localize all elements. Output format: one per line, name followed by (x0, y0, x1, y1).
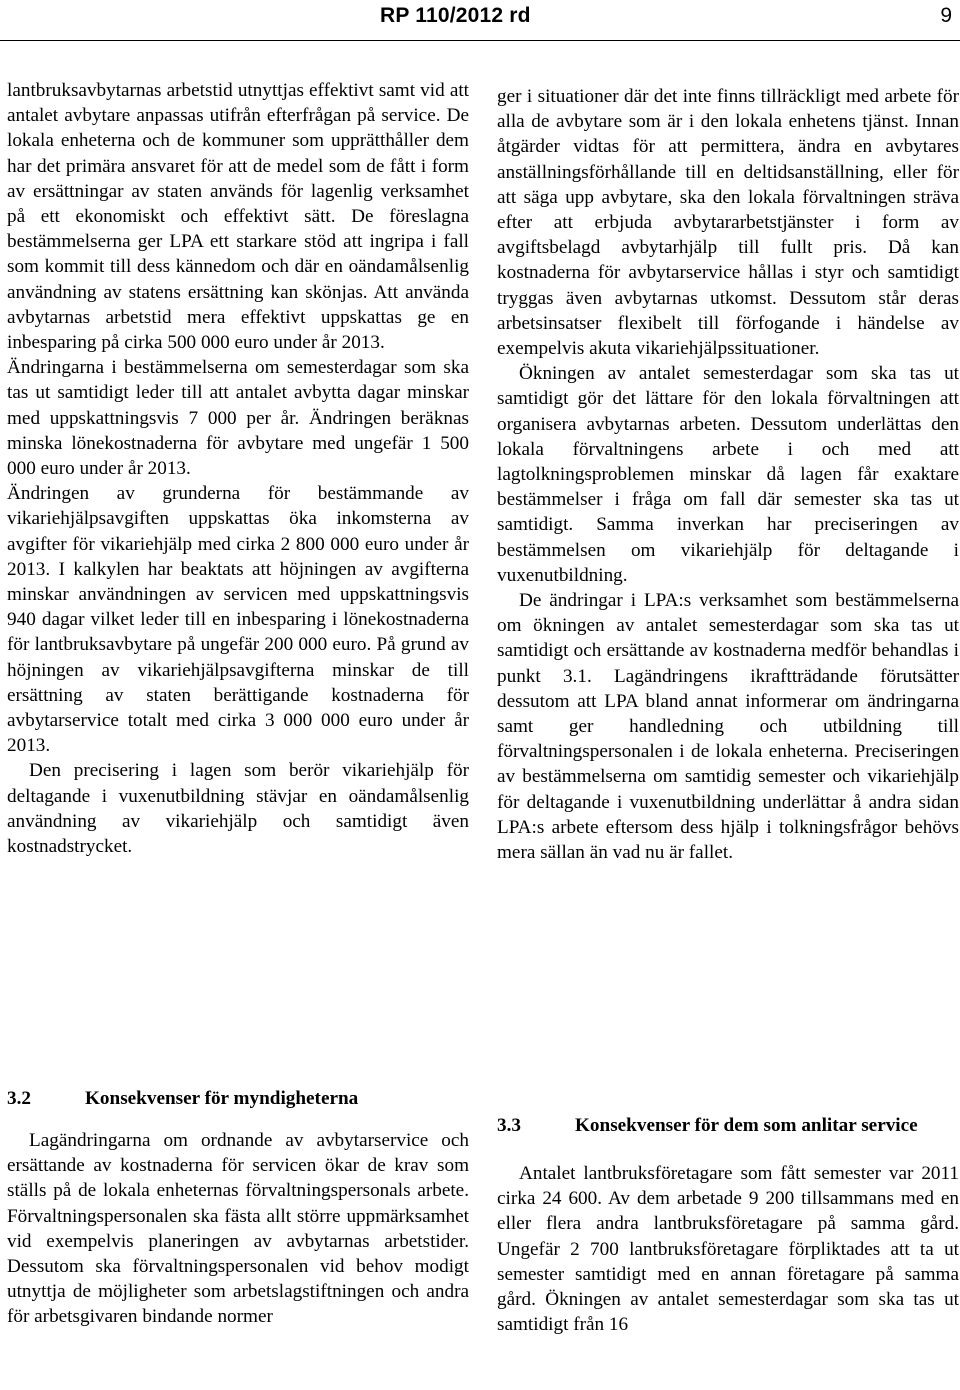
section-title: Konsekvenser för dem som anlitar service (575, 1115, 918, 1136)
document-id: RP 110/2012 rd (380, 4, 531, 27)
section-number: 3.2 (7, 1088, 31, 1109)
page-number: 9 (940, 4, 952, 27)
paragraph: Ändringarna i bestämmelserna om semesterdagar som ska tas ut samtidigt leder till att antalet avbytta dagar minskar med uppskattningsvis 7 000 per år. Ändringen beräknas minska lönekostnaderna för avbytare med ungefär 1 500 000 euro under år 2013. (7, 357, 469, 480)
page-header (0, 4, 960, 34)
header-rule (0, 40, 960, 41)
paragraph: Den precisering i lagen som berör vikariehjälp för deltagande i vuxenutbildning stävjar en oändamålsenlig användning av vikariehjälp och samtidigt även kostnadstrycket. (7, 760, 469, 858)
paragraph: Antalet lantbruksföretagare som fått semester var 2011 cirka 24 600. Av dem arbetade 9 200 tillsammans med en eller flera andra lantbruksföretagare på samma gård. Ungefär 2 700 lantbruksföretagare förpliktades att ta ut semester samtidigt med en annan företagare på samma gård. Ökningen av antalet semesterdagar som ska tas ut samtidigt från 16 (497, 1163, 959, 1336)
left-column-top (7, 78, 469, 859)
section-title: Konsekvenser för myndigheterna (85, 1088, 359, 1109)
paragraph: Lagändringarna om ordnande av avbytarservice och ersättande av kostnaderna för servicen ökar de krav som ställs på de lokala enheternas förvaltningspersonals arbete. Förvaltningspersonalen ska fästa allt större uppmärksamhet vid exempelvis planeringen av avbytarnas arbetstider. Dessutom ska förvaltningspersonalen vid behov modigt utnyttja de möjligheter som arbetslagstiftningen och andra för arbetsgivaren bindande normer (7, 1130, 469, 1328)
paragraph: ger i situationer där det inte finns tillräckligt med arbete för alla de avbytare som är i den lokala enhetens tjänst. Innan åtgärder vidtas för att permittera, ändra en avbytares anställningsförhållande till en deltidsanställning, eller för att säga upp avbytare, ska den lokala förvaltningen sträva efter att erbjuda avbytararbetstjänster i form av avgiftsbelagd avbytarhjälp till fullt pris. Då kan kostnaderna för avbytarservice hållas i styr och samtidigt tryggas även avbytarnas utkomst. Dessutom står deras arbetsinsatser flexibelt till förfogande i händelse av exempelvis akuta vikariehjälpssituationer. (497, 86, 959, 360)
right-column-top (497, 84, 959, 865)
section-heading (497, 1113, 959, 1138)
section-number: 3.3 (497, 1115, 521, 1136)
section-heading (7, 1086, 469, 1111)
paragraph: Ändringen av grunderna för bestämmande av vikariehjälpsavgiften uppskattas öka inkomsterna av avgifter för vikariehjälp med cirka 2 800 000 euro under år 2013. I kalkylen har beaktats att höjningen av avgifterna minskar användningen av servicen med uppskattningsvis 940 dagar vilket leder till en inbesparing i lönekostnaderna för lantbruksavbytare på ungefär 200 000 euro. På grund av höjningen av vikariehjälpsavgifterna minskar de till ersättning av staten berättigande kostnaderna för avbytarservice totalt med cirka 3 000 000 euro under år 2013. (7, 483, 469, 757)
paragraph: lantbruksavbytarnas arbetstid utnyttjas effektivt samt vid att antalet avbytare anpassas utifrån efterfrågan på service. De lokala enheterna och de kommuner som upprätthåller dem har det primära ansvaret för att de medel som de fått i form av ersättningar av staten används för lagenlig verksamhet på ett ekonomiskt och effektivt sätt. De föreslagna bestämmelserna ger LPA ett starkare stöd att ingripa i fall som kommit till dess kännedom och där en oändamålsenlig användning av statens ersättning kan skönjas. Att använda avbytarnas arbetstid mera effektivt uppskattas ge en inbesparing på cirka 500 000 euro under år 2013. (7, 80, 469, 354)
section-3-2 (7, 1086, 469, 1330)
section-3-3 (497, 1113, 959, 1337)
paragraph: Ökningen av antalet semesterdagar som ska tas ut samtidigt gör det lättare för den lokala förvaltningen att organisera avbytarnas arbeten. Dessutom underlättas den lokala förvaltningens arbete i och med att lagtolkningsproblemen minskar då lagen får exaktare bestämmelser i fråga om fall där semester ska tas ut samtidigt. Samma inverkan har preciseringen av bestämmelsen om vikariehjälp för deltagande i vuxenutbildning. (497, 363, 959, 586)
paragraph: De ändringar i LPA:s verksamhet som bestämmelserna om ökningen av antalet semesterdagar som ska tas ut samtidigt och ersättande av kostnaderna medför behandlas i punkt 3.1. Lagändringens ikraftträdande förutsätter dessutom att LPA bland annat informerar om ändringarna samt ger handledning och utbildning till förvaltningspersonalen i de lokala enheterna. Preciseringen av bestämmelserna om samtidig semester och vikariehjälp för deltagande i vuxenutbildning underlättar å andra sidan LPA:s arbete eftersom dess hjälp i tolkningsfrågor behövs mera sällan än vad nu är fallet. (497, 590, 959, 864)
